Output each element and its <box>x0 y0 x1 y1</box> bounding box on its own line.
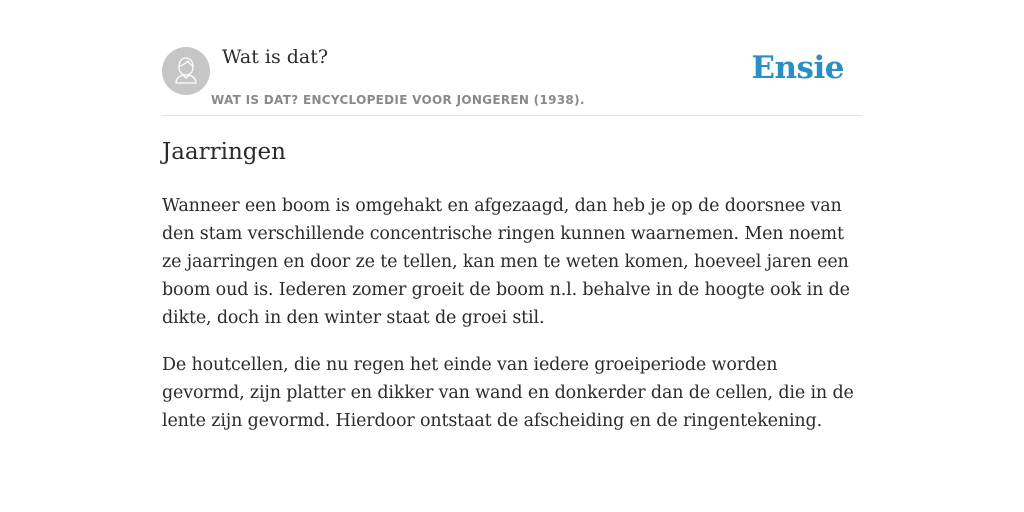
source-header <box>162 0 862 116</box>
ensie-logo[interactable]: Ensie <box>751 50 844 86</box>
page <box>162 0 862 431</box>
source-subtitle[interactable]: WAT IS DAT? ENCYCLOPEDIE VOOR JONGEREN (1938). <box>211 93 585 107</box>
article-paragraph: Wanneer een boom is omgehakt en afgezaagd, dan heb je op de doorsnee van den stam verschillende concentrische ringen kunnen waarnemen. Men noemt ze jaarringen en door ze te tellen, kan men te weten komen, hoeveel jaren een boom oud is. Iederen zomer groeit de boom n.l. behalve in de hoogte ook in de dikte, doch in den winter staat de groei stil. <box>162 196 850 328</box>
article-paragraph: De houtcellen, die nu regen het einde van iedere groeiperiode worden gevormd, zijn platter en dikker van wand en donkerder dan de cellen, die in de lente zijn gevormd. Hierdoor ontstaat de afscheiding en de ringentekening. <box>162 355 854 431</box>
user-avatar-icon[interactable] <box>162 47 210 95</box>
article-title: Jaarringen <box>162 139 286 165</box>
source-name[interactable]: Wat is dat? <box>222 46 329 68</box>
